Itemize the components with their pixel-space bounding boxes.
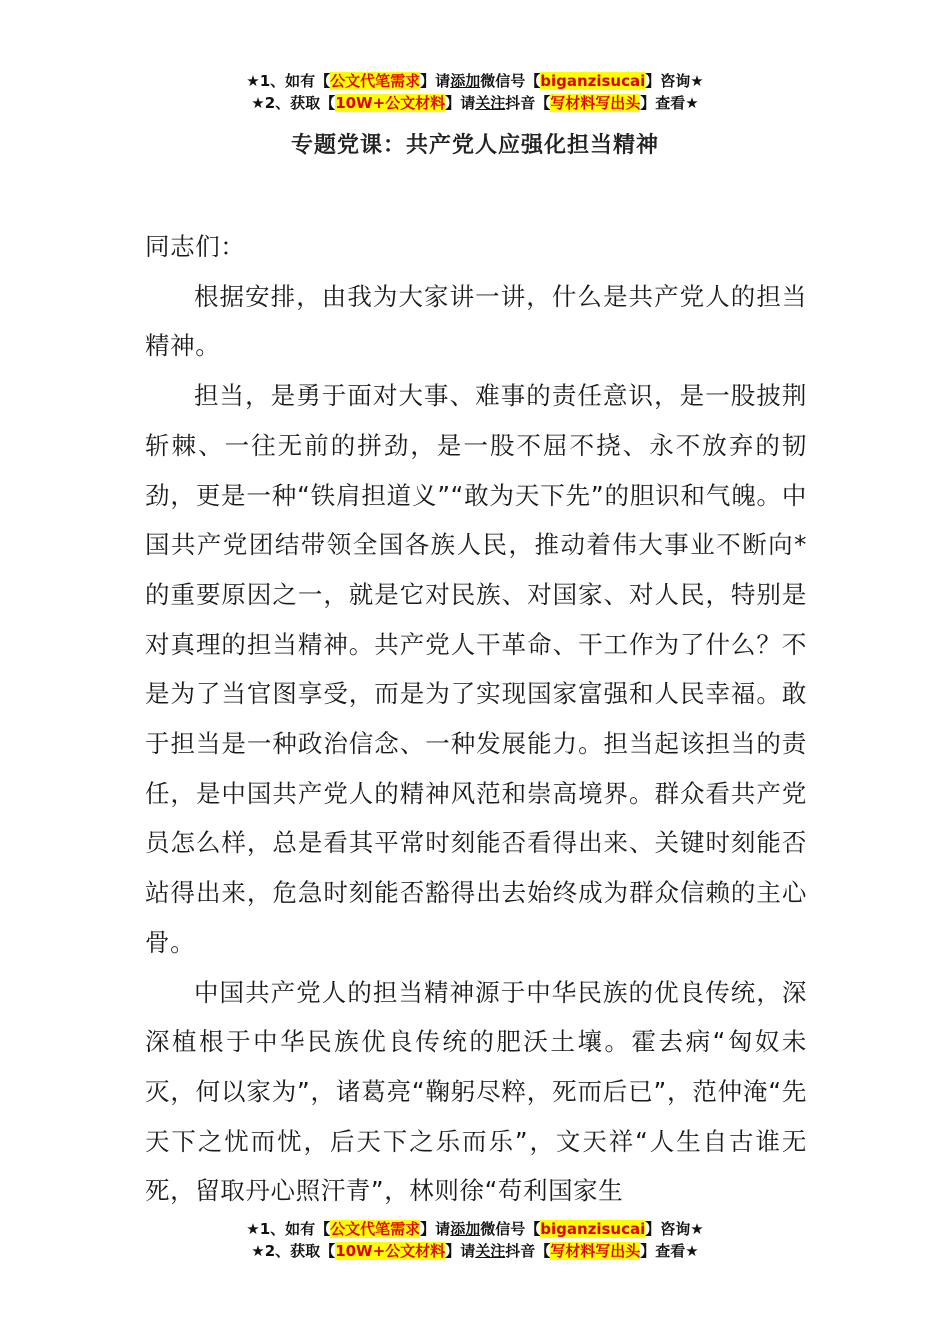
promo-line-2 <box>0 1240 950 1262</box>
promo-line-1 <box>0 1218 950 1240</box>
promo-text: 】请 <box>420 1220 451 1238</box>
paragraph-1: 根据安排，由我为大家讲一讲，什么是共产党人的担当精神。 <box>145 281 807 361</box>
salutation: 同志们： <box>145 232 246 261</box>
wechat-id-highlight: biganzisucai <box>540 1220 646 1238</box>
promo-text: 】请 <box>445 1242 476 1260</box>
promo-text: 抖音【 <box>505 94 551 112</box>
promo-highlight: 10W+公文材料 <box>335 1242 446 1260</box>
paragraph-2: 担当，是勇于面对大事、难事的责任意识，是一股披荆斩棘、一往无前的拼劲，是一股不屈不挠、永不放弃的韧劲，更是一种“铁肩担道义”“敢为天下先”的胆识和气魄。中国共产党团结带领全国各族人民，推动着伟大事业不断向*的重要原因之一，就是它对民族、对国家、对人民，特别是对真理的担当精神。共产党人干革命、干工作为了什么？不是为了当官图享受，而是为了实现国家富强和人民幸福。敢于担当是一种政治信念、一种发展能力。担当起该担当的责任，是中国共产党人的精神风范和崇高境界。群众看共产党员怎么样，总是看其平常时刻能否看得出来、关键时刻能否站得出来，危急时刻能否豁得出去始终成为群众信赖的主心骨。 <box>145 381 807 957</box>
wechat-id-highlight: biganzisucai <box>540 72 646 90</box>
promo-text: 微信号【 <box>480 72 541 90</box>
document-body <box>145 222 807 1216</box>
promo-banner-bottom <box>0 1218 950 1262</box>
promo-emphasis: 关注 <box>475 1242 506 1260</box>
douyin-id-highlight: 写材料写出头 <box>550 1242 641 1260</box>
paragraph-3: 中国共产党人的担当精神源于中华民族的优良传统，深深植根于中华民族优良传统的肥沃土壤。霍去病“匈奴未灭，何以家为”，诸葛亮“鞠躬尽粹，死而后已”，范仲淹“先天下之忧而忧，后天下之乐而乐”，文天祥“人生自古谁无死，留取丹心照汗青”，林则徐“苟利国家生 <box>145 977 807 1206</box>
promo-text: 】查看★ <box>640 94 699 112</box>
promo-text: 抖音【 <box>505 1242 551 1260</box>
promo-text: 】请 <box>420 72 451 90</box>
promo-banner-top <box>0 70 950 114</box>
douyin-id-highlight: 写材料写出头 <box>550 94 641 112</box>
promo-highlight: 10W+公文材料 <box>335 94 446 112</box>
document-title: 专题党课：共产党人应强化担当精神 <box>290 133 659 158</box>
promo-text: 微信号【 <box>480 1220 541 1238</box>
promo-text: ★1、如有【 <box>246 1220 331 1238</box>
promo-highlight: 公文代笔需求 <box>330 72 421 90</box>
promo-emphasis: 添加 <box>450 1220 481 1238</box>
promo-emphasis: 添加 <box>450 72 481 90</box>
promo-text: 】咨询★ <box>645 1220 704 1238</box>
promo-line-2 <box>0 92 950 114</box>
promo-text: ★2、获取【 <box>251 1242 336 1260</box>
promo-text: ★2、获取【 <box>251 94 336 112</box>
promo-text: 】咨询★ <box>645 72 704 90</box>
promo-text: 】查看★ <box>640 1242 699 1260</box>
promo-text: 】请 <box>445 94 476 112</box>
promo-highlight: 公文代笔需求 <box>330 1220 421 1238</box>
promo-line-1 <box>0 70 950 92</box>
promo-emphasis: 关注 <box>475 94 506 112</box>
promo-text: ★1、如有【 <box>246 72 331 90</box>
